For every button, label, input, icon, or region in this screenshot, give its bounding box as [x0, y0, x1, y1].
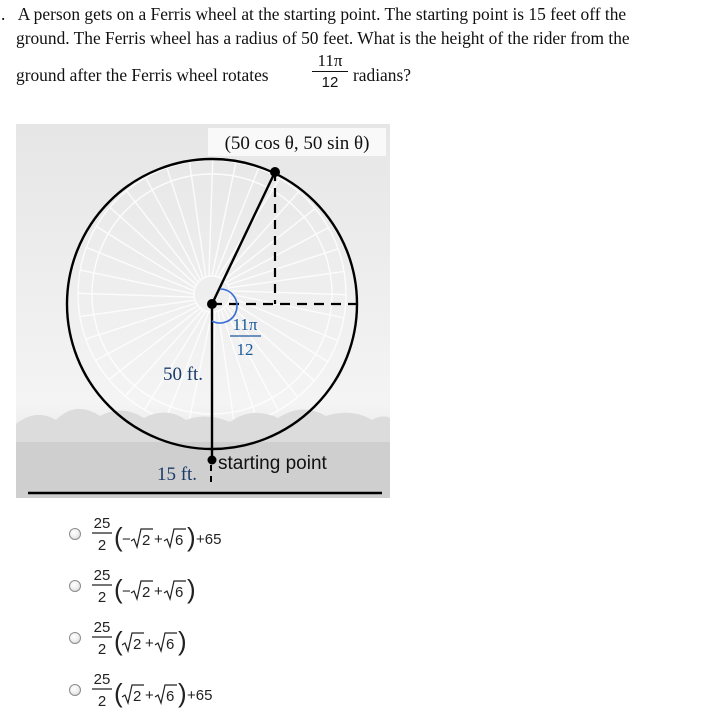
right-parenthesis: ): [187, 574, 196, 604]
left-parenthesis: (: [114, 626, 123, 656]
constant-term: +65: [187, 687, 213, 704]
radio-button-c[interactable]: [69, 632, 81, 644]
coefficient-denominator: 2: [97, 693, 107, 710]
point-coordinate-label: (50 cos θ, 50 sin θ): [224, 133, 370, 154]
question-line-2: ground. The Ferris wheel has a radius of 50 feet. What is the height of the rider from the: [16, 28, 630, 48]
plus-sign: +: [145, 635, 154, 652]
radicand-first: 2: [133, 688, 142, 705]
starting-point-label: starting point: [218, 453, 327, 474]
radio-button-d[interactable]: [69, 684, 81, 696]
angle-denominator: 12: [321, 74, 339, 91]
answer-expression-c: [92, 618, 262, 664]
coefficient-denominator: 2: [97, 589, 107, 606]
question-number-prefix: .: [1, 4, 6, 24]
answer-expression-a: [92, 514, 262, 560]
plus-sign: +: [154, 531, 163, 548]
left-parenthesis: (: [114, 574, 123, 604]
coefficient-numerator: 25: [93, 671, 111, 688]
negative-sign: −: [122, 583, 131, 600]
left-parenthesis: (: [114, 522, 123, 552]
constant-term: +65: [196, 531, 222, 548]
right-parenthesis: ): [187, 522, 196, 552]
question-line-1: [1, 3, 626, 25]
coefficient-numerator: 25: [93, 619, 111, 636]
radicand-second: 6: [175, 532, 184, 549]
coefficient-numerator: 25: [93, 515, 111, 532]
question-line-3-before: ground after the Ferris wheel rotates: [16, 65, 269, 85]
ground-band: [16, 442, 390, 498]
radicand-second: 6: [166, 688, 175, 705]
answer-expression-d: [92, 670, 262, 716]
radicand-first: 2: [133, 636, 142, 653]
radicand-first: 2: [142, 532, 151, 549]
answer-expression-b: [92, 566, 262, 612]
radicand-second: 6: [175, 584, 184, 601]
plus-sign: +: [154, 583, 163, 600]
plus-sign: +: [145, 687, 154, 704]
left-parenthesis: (: [114, 678, 123, 708]
angle-label-denominator: 12: [236, 340, 254, 359]
angle-fraction-bar: [312, 71, 348, 72]
question-line-3-after: radians?: [353, 65, 411, 85]
rider-point: [270, 167, 280, 177]
negative-sign: −: [122, 531, 131, 548]
angle-numerator: 11π: [317, 51, 343, 70]
radicand-second: 6: [166, 636, 175, 653]
angle-label-numerator: 11π: [232, 315, 258, 334]
ground-height-label: 15 ft.: [156, 464, 198, 485]
starting-point-dot: [208, 456, 217, 465]
coefficient-denominator: 2: [97, 537, 107, 554]
radius-label: 50 ft.: [162, 364, 204, 385]
radio-button-a[interactable]: [69, 528, 81, 540]
question-line-1-text: A person gets on a Ferris wheel at the starting point. The starting point is 15 feet off the: [17, 4, 627, 24]
radicand-first: 2: [142, 584, 151, 601]
coefficient-denominator: 2: [97, 641, 107, 658]
ferris-wheel-diagram: [16, 124, 390, 498]
coefficient-numerator: 25: [93, 567, 111, 584]
right-parenthesis: ): [178, 626, 187, 656]
ferris-wheel-figure: [16, 124, 390, 498]
center-point: [207, 299, 217, 309]
radio-button-b[interactable]: [69, 580, 81, 592]
right-parenthesis: ): [178, 678, 187, 708]
angle-fraction: [312, 52, 348, 91]
